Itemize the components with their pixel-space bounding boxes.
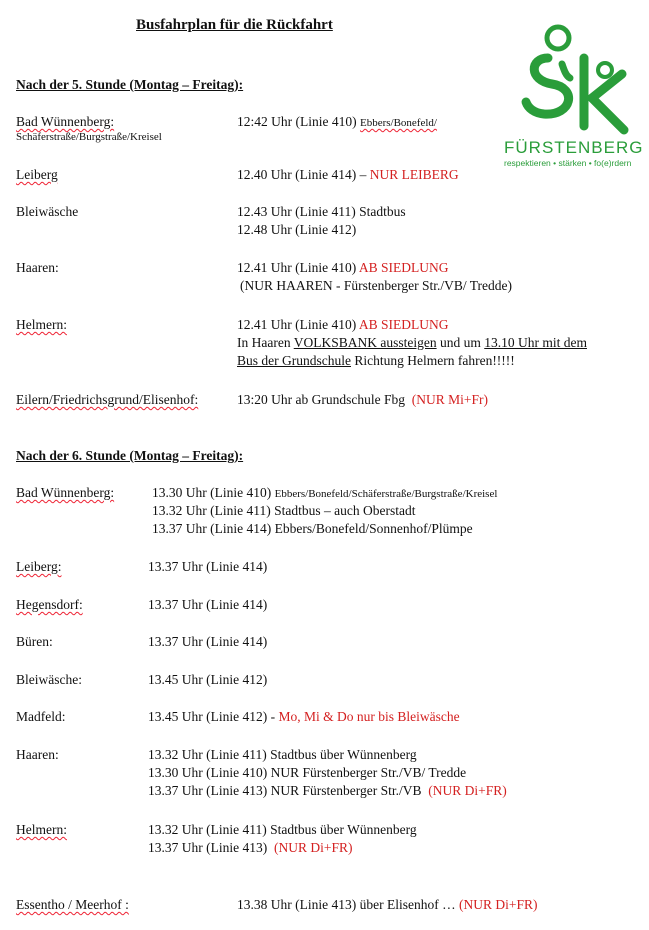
stop-label-essentho: Essentho / Meerhof :: [16, 897, 129, 912]
stop-label-leiberg: Leiberg: [16, 167, 58, 182]
stop-label-eilern: Eilern/Friedrichsgrund/Elisenhof:: [16, 392, 199, 407]
time-bad-wuennenberg-6b: 13.32 Uhr (Linie 411) Stadtbus – auch Oberstadt: [152, 503, 416, 518]
note-helmern-5-line2: Bus der Grundschule Richtung Helmern fahren!!!!!: [237, 353, 515, 368]
time-haaren-5: 12.41 Uhr (Linie 410) AB SIEDLUNG: [237, 260, 449, 275]
stop-sub-bad-wuennenberg: Schäferstraße/Burgstraße/Kreisel: [16, 131, 162, 143]
note-haaren-5: (NUR HAAREN - Fürstenberger Str./VB/ Tredde): [240, 278, 512, 293]
stop-label-bueren: Büren:: [16, 634, 53, 649]
time-bueren-6: 13.37 Uhr (Linie 414): [148, 634, 268, 649]
stop-label-bad-wuennenberg-6: Bad Wünnenberg:: [16, 485, 115, 500]
time-haaren-6c: 13.37 Uhr (Linie 413) NUR Fürstenberger Str./VB (NUR Di+FR): [148, 783, 507, 798]
stop-label-helmern: Helmern:: [16, 317, 67, 332]
time-eilern-5: 13:20 Uhr ab Grundschule Fbg (NUR Mi+Fr): [237, 392, 488, 407]
stop-label-madfeld: Madfeld:: [16, 709, 66, 724]
time-bad-wuennenberg-5: 12:42 Uhr (Linie 410) Ebbers/Bonefeld/: [237, 114, 437, 129]
section-5-heading: Nach der 5. Stunde (Montag – Freitag):: [16, 77, 244, 92]
time-essentho-6: 13.38 Uhr (Linie 413) über Elisenhof … (NUR Di+FR): [237, 897, 538, 912]
logo-name: FÜRSTENBERG: [504, 138, 644, 157]
page-title: Busfahrplan für die Rückfahrt: [136, 17, 333, 33]
time-helmern-6a: 13.32 Uhr (Linie 411) Stadtbus über Wünnenberg: [148, 822, 417, 837]
logo-figure-icon: [500, 18, 642, 136]
stop-label-helmern-6: Helmern:: [16, 822, 67, 837]
time-bad-wuennenberg-6c: 13.37 Uhr (Linie 414) Ebbers/Bonefeld/Sonnenhof/Plümpe: [152, 521, 473, 536]
time-leiberg-6: 13.37 Uhr (Linie 414): [148, 559, 268, 574]
stop-label-leiberg-6: Leiberg:: [16, 559, 62, 574]
stop-label-bleiwaesche-6: Bleiwäsche:: [16, 672, 82, 687]
time-madfeld-6: 13.45 Uhr (Linie 412) - Mo, Mi & Do nur bis Bleiwäsche: [148, 709, 460, 724]
stop-label-bad-wuennenberg: Bad Wünnenberg:: [16, 114, 115, 129]
section-6-heading: Nach der 6. Stunde (Montag – Freitag):: [16, 448, 244, 463]
stop-label-haaren-6: Haaren:: [16, 747, 59, 762]
time-hegensdorf-6: 13.37 Uhr (Linie 414): [148, 597, 268, 612]
school-logo: [500, 18, 642, 170]
time-bleiwaesche-6: 13.45 Uhr (Linie 412): [148, 672, 268, 687]
stop-label-hegensdorf: Hegensdorf:: [16, 597, 83, 612]
note-helmern-5-line1: In Haaren VOLKSBANK aussteigen und um 13.10 Uhr mit dem: [237, 335, 587, 350]
time-helmern-5: 12.41 Uhr (Linie 410) AB SIEDLUNG: [237, 317, 449, 332]
time-bleiwaesche-5a: 12.43 Uhr (Linie 411) Stadtbus: [237, 204, 406, 219]
time-bleiwaesche-5b: 12.48 Uhr (Linie 412): [237, 222, 357, 237]
stop-label-bleiwaesche: Bleiwäsche: [16, 204, 79, 219]
stop-label-haaren: Haaren:: [16, 260, 59, 275]
time-leiberg-5: 12.40 Uhr (Linie 414) – NUR LEIBERG: [237, 167, 459, 182]
time-haaren-6a: 13.32 Uhr (Linie 411) Stadtbus über Wünnenberg: [148, 747, 417, 762]
logo-tagline: respektieren • stärken • fo(e)rdern: [504, 158, 632, 168]
time-bad-wuennenberg-6a: 13.30 Uhr (Linie 410) Ebbers/Bonefeld/Schäferstraße/Burgstraße/Kreisel: [152, 485, 498, 500]
time-haaren-6b: 13.30 Uhr (Linie 410) NUR Fürstenberger Str./VB/ Tredde: [148, 765, 467, 780]
time-helmern-6b: 13.37 Uhr (Linie 413) (NUR Di+FR): [148, 840, 353, 855]
